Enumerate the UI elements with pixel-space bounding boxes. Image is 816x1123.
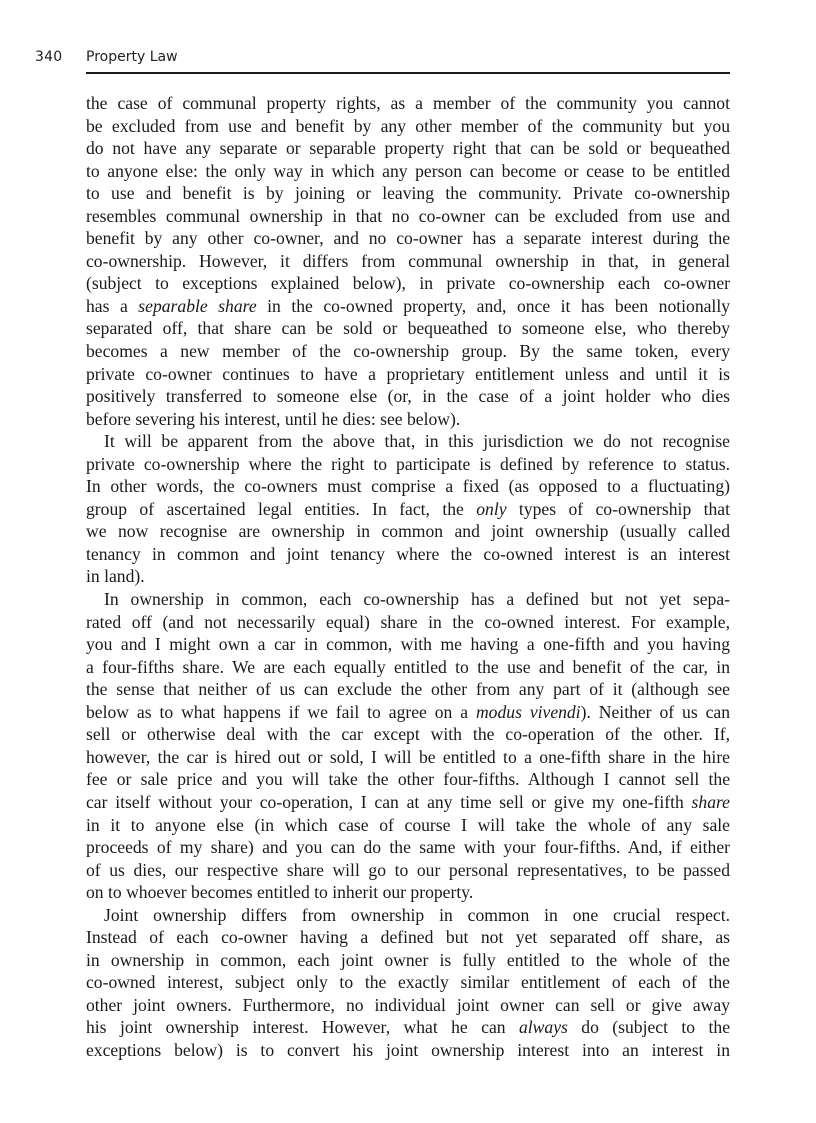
text-line: rated off (and not necessarily equal) share in the co-owned interest. For example, bbox=[86, 611, 730, 632]
emphasis: always bbox=[519, 1017, 568, 1038]
text-line: private co-owner continues to have a proprietary entitlement unless and until it is bbox=[86, 363, 730, 384]
text-line: positively transferred to someone else (or, in the case of a joint holder who dies bbox=[86, 386, 730, 407]
text-line: the case of communal property rights, as a member of the community you cannot bbox=[86, 93, 730, 113]
text-line: the sense that neither of us can exclude the other from any part of it (although see bbox=[86, 679, 730, 700]
paragraph bbox=[86, 92, 730, 430]
text-line: In other words, the co-owners must comprise a fixed (as opposed to a fluctuating) bbox=[86, 476, 730, 497]
paragraph bbox=[86, 588, 730, 904]
emphasis: only bbox=[476, 498, 507, 519]
text-line: in ownership in common, each joint owner is fully entitled to the whole of the bbox=[86, 949, 730, 970]
body-text bbox=[86, 92, 730, 1062]
text-line: before severing his interest, until he dies: see below). bbox=[86, 408, 461, 429]
header-rule bbox=[86, 72, 730, 74]
text-line: tenancy in common and joint tenancy where the co-owned interest is an interest bbox=[86, 543, 730, 564]
text-line: resembles communal ownership in that no co-owner can be excluded from use and bbox=[86, 205, 730, 226]
emphasis: share bbox=[691, 791, 730, 812]
text-line: below as to what happens if we fail to agree on a modus vivendi). Neither of us can bbox=[86, 701, 730, 722]
text-line: In ownership in common, each co-ownership has a defined but not yet sepa- bbox=[104, 589, 730, 610]
text-line: do not have any separate or separable property right that can be sold or bequeathed bbox=[86, 138, 730, 159]
text-line: in land). bbox=[86, 566, 145, 587]
text-line: has a separable share in the co-owned property, and, once it has been notionally bbox=[86, 295, 730, 316]
text-line: It will be apparent from the above that, in this jurisdiction we do not recognise bbox=[104, 431, 730, 452]
text-line: (subject to exceptions explained below), in private co-ownership each co-owner bbox=[86, 273, 730, 294]
text-line: Joint ownership differs from ownership in common in one crucial respect. bbox=[104, 904, 730, 925]
page-number: 340 bbox=[35, 49, 63, 65]
text-line: be excluded from use and benefit by any other member of the community but you bbox=[86, 115, 730, 136]
text-line: fee or sale price and you will take the other four-fifths. Although I cannot sell the bbox=[86, 769, 730, 790]
text-line: we now recognise are ownership in common and joint ownership (usually called bbox=[86, 521, 730, 542]
text-line: becomes a new member of the co-ownership group. By the same token, every bbox=[86, 341, 730, 362]
text-line: however, the car is hired out or sold, I will be entitled to a one-fifth share in the hire bbox=[86, 746, 730, 767]
running-head: Property Law bbox=[86, 49, 178, 65]
text-line: private co-ownership where the right to participate is defined by reference to status. bbox=[86, 453, 730, 474]
text-line: in it to anyone else (in which case of course I will take the whole of any sale bbox=[86, 814, 730, 835]
text-line: separated off, that share can be sold or bequeathed to someone else, who thereby bbox=[86, 318, 730, 339]
emphasis: modus vivendi bbox=[475, 701, 581, 722]
text-line: his joint ownership interest. However, what he can always do (subject to the bbox=[86, 1017, 731, 1038]
paragraph bbox=[86, 430, 730, 588]
text-line: proceeds of my share) and you can do the same with your four-fifths. And, if either bbox=[86, 837, 730, 858]
text-line: benefit by any other co-owner, and no co-owner has a separate interest during the bbox=[86, 228, 730, 249]
text-line: co-owned interest, subject only to the exactly similar entitlement of each of the bbox=[86, 972, 730, 993]
text-line: group of ascertained legal entities. In fact, the only types of co-ownership that bbox=[86, 498, 731, 519]
paragraph bbox=[86, 904, 730, 1062]
page-header bbox=[0, 46, 816, 76]
text-line: exceptions below) is to convert his joint ownership interest into an interest in bbox=[86, 1039, 730, 1060]
text-line: Instead of each co-owner having a defined but not yet separated off share, as bbox=[86, 927, 730, 948]
text-line: to use and benefit is by joining or leaving the community. Private co-ownership bbox=[86, 183, 730, 204]
text-line: sell or otherwise deal with the car except with the co-operation of the other. If, bbox=[86, 724, 730, 745]
text-line: on to whoever becomes entitled to inherit our property. bbox=[86, 882, 474, 903]
text-line: a four-fifths share. We are each equally entitled to the use and benefit of the car, in bbox=[86, 656, 730, 677]
text-line: of us dies, our respective share will go to our personal representatives, to be passed bbox=[86, 859, 730, 880]
text-line: to anyone else: the only way in which any person can become or cease to be entitled bbox=[86, 160, 730, 181]
text-line: co-ownership. However, it differs from communal ownership in that, in general bbox=[86, 250, 730, 271]
text-line: you and I might own a car in common, with me having a one-fifth and you having bbox=[86, 634, 730, 655]
emphasis: separable share bbox=[138, 295, 257, 316]
text-line: car itself without your co-operation, I can at any time sell or give my one-fifth share bbox=[86, 791, 730, 812]
text-line: other joint owners. Furthermore, no individual joint owner can sell or give away bbox=[86, 994, 730, 1015]
